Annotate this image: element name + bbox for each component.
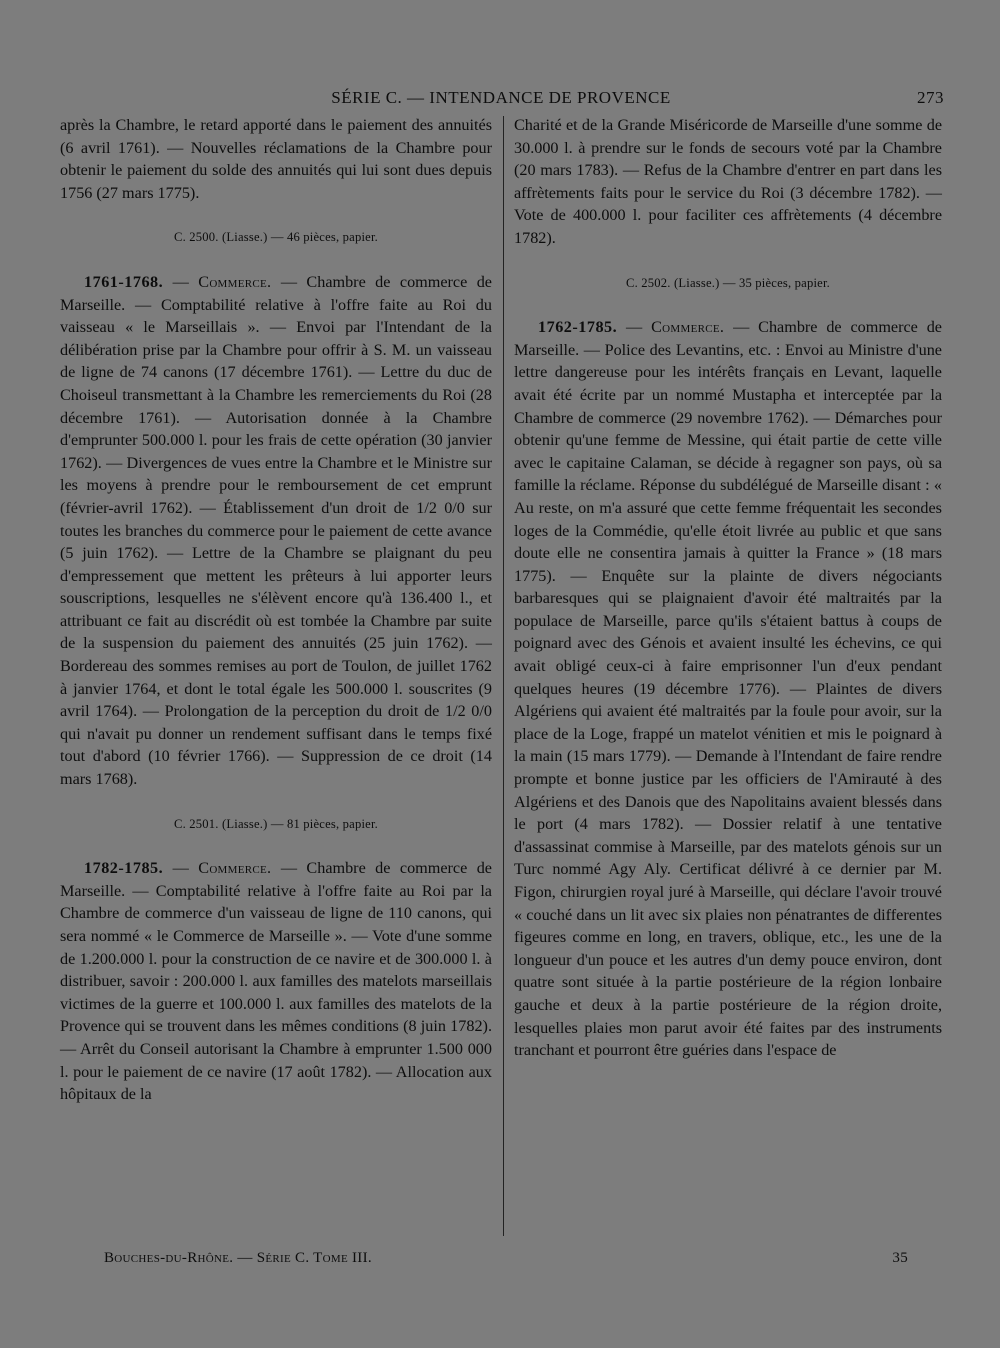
continuation-text: Charité et de la Grande Miséricorde de Marseille d'une somme de 30.000 l. à prendre sur le fonds de secours voté par la Chambre (20 mars 1783). — Refus de la Chambre d'entrer en part dans les affrètements faits pour le service du Roi (3 décembre 1782). — Vote de 400.000 l. pour faciliter ces affrètements (4 décembre 1782). [514, 116, 942, 247]
entry-text: — Chambre de commerce de Marseille. — Comptabilité relative à l'offre faite au Roi du vaisseau « le Marseillais ». — Envoi par l'Intendant de la délibération prise par la Chambre pour offrir à S. M. un vaisseau de ligne de 74 canons (17 décembre 1761). — Lettre du duc de Choiseul transmettant à la Chambre les remerciements du Roi (28 décembre 1761). — Autorisation donnée à la Chambre d'emprunter 500.000 l. pour les frais de cette opération (30 janvier 1762). — Divergences de vues entre la Chambre et le Ministre sur les moyens à prendre pour le remboursement de cet emprunt (février-avril 1762). — Établissement d'un droit de 1/2 0/0 sur toutes les branches du commerce pour le paiement de cette avance (5 juin 1762). — Lettre de la Chambre se plaignant du peu d'empressement que mettent les prêteurs à lui apporter leurs souscriptions, lesquelles ne s'élèvent encore qu'à 136.400 l., et attribuant ce fait au discrédit où est tombée la Chambre par suite de la suspension du paiement des annuités (25 juin 1762). — Bordereau des sommes remises au port de Toulon, de juillet 1762 à janvier 1764, et dont le total égale les 500.000 l. souscrites (9 avril 1764). — Prolongation de la perception du droit de 1/2 0/0 qui n'avait pu donner un rendement suffisant dans le temps fixé tout d'abord (10 février 1766). — Suppression de ce droit (14 mars 1768). [60, 272, 492, 789]
entry-date: 1762-1785. [538, 318, 618, 337]
inventory-entry: 1782-1785. — Commerce. — Chambre de commerce de Marseille. — Comptabilité relative à l'offre faite au Roi par la Chambre de commerce d'un vaisseau de ligne de 110 canons, qui sera nommé « le Commerce de Marseille ». — Vote d'une somme de 1.200.000 l. pour la construction de ce navire et de 300.000 l. à distribuer, savoir : 200.000 l. aux familles des matelots marseillais victimes de la guerre et 100.000 l. aux familles des matelots de la Provence qui se trouvent dans les mêmes conditions (8 juin 1782). — Arrêt du Conseil autorisant la Chambre à emprunter 1.500 000 l. pour le paiement de ce navire (17 août 1782). — Allocation aux hôpitaux de la [60, 859, 492, 1104]
column-divider [503, 116, 504, 1236]
entry-category: Commerce. [198, 859, 272, 878]
entry-date: 1761-1768. [84, 272, 164, 291]
entry-category: Commerce. [198, 272, 272, 291]
entry-text: — Chambre de commerce de Marseille. — Police des Levantins, etc. : Envoi au Ministre d'une lettre dangereuse pour les intérêts français en Levant, laquelle avait été écrite par un nommé Mustapha et interceptée par la Chambre de commerce (29 novembre 1762). — Démarches pour obtenir qu'une femme de Messine, qui était partie de cette ville avec le capitaine Calaman, se décide à regagner son pays, où sa famille la réclame. Réponse du subdélégué de Marseille disant : « Au reste, on m'a assuré que cette femme fréquentait les secondes loges de la Commédie, qu'elle étoit livrée au public et que sans doute elle ne consentira jamais à quitter la France » (18 mars 1775). — Enquête sur la plainte de divers négociants barbaresques qui se plaignaient d'avoir été maltraités par la populace de Marseille, parce qu'ils s'étaient battus à coups de poignard avec des Génois et avaient insulté les échevins, ce qui avait obligé ceux-ci à faire emprisonner l'un d'eux pendant quelques heures (19 décembre 1776). — Plaintes de divers Algériens qui avaient été maltraités par la foule pour avoir, sur la place de la Loge, frappé un matelot vénitien et mis le poignard à la main (15 mars 1779). — Demande à l'Intendant de faire rendre prompte et bonne justice par les officiers de l'Amirauté à des Algériens et des Danois que des Napolitains avaient blessés dans le port (4 mars 1782). — Dossier relatif à une tentative d'assassinat commise à Marseille, par des matelots génois sur un Turc nommé Agy Aly. Certificat délivré à ce dernier par M. Figon, chirurgien royal juré à Marseille, qui déclare l'avoir trouvé « couché dans un lit avec six plaies non pénatrantes de differentes figeures comme en long, en travers, oblique, etc., les une de la longueur d'un pouce et les autres d'un demy pouce environ, dont quatre sont située à la partie postérieure de la région lonbaire gauche et deux à la partie postérieure de la région droite, lesquelles plaies mon parut avoir été faites par des instruments tranchant et pourront être guéries dans l'espace de [514, 318, 942, 1060]
inventory-entry: 1762-1785. — Commerce. — Chambre de commerce de Marseille. — Police des Levantins, etc. : Envoi au Ministre d'une lettre dangereuse pour les intérêts français en Levant, laquelle avait été écrite par un nommé Mustapha et interceptée par la Chambre de commerce (29 novembre 1762). — Démarches pour obtenir qu'une femme de Messine, qui était partie de cette ville avec le capitaine Calaman, se décide à regagner son pays, où sa famille la réclame. Réponse du subdélégué de Marseille disant : « Au reste, on m'a assuré que cette femme fréquentait les secondes loges de la Commédie, qu'elle étoit livrée au public et que sans doute elle ne consentira jamais à quitter la France » (18 mars 1775). — Enquête sur la plainte de divers négociants barbaresques qui se plaignaient d'avoir été maltraités par la populace de Marseille, parce qu'ils s'étaient battus à coups de poignard avec des Génois et avaient insulté les échevins, ce qui avait obligé ceux-ci à faire emprisonner l'un d'eux pendant quelques heures (19 décembre 1776). — Plaintes de divers Algériens qui avaient été maltraités par la foule pour avoir, sur la place de la Loge, frappé un matelot vénitien et mis le poignard à la main (15 mars 1779). — Demande à l'Intendant de faire rendre prompte et bonne justice par les officiers de l'Amirauté à des Algériens et des Danois que des Napolitains avaient blessés dans le port (4 mars 1782). — Dossier relatif à une tentative d'assassinat commise à Marseille, par des matelots génois sur un Turc nommé Agy Aly. Certificat délivré à ce dernier par M. Figon, chirurgien royal juré à Marseille, qui déclare l'avoir trouvé « couché dans un lit avec six plaies non pénatrantes de differentes figeures comme en long, en travers, oblique, etc., les une de la longueur d'un pouce et les autres d'un demy pouce environ, dont quatre sont située à la partie postérieure de la région lonbaire gauche et deux à la partie postérieure de la région droite, lesquelles plaies mon parut avoir été faites par des instruments tranchant et pourront être guéries dans l'espace de [514, 318, 942, 1060]
footer-signature-number: 35 [892, 1250, 908, 1266]
item-cote: C. 2501. (Liasse.) — 81 pièces, papier. [173, 816, 378, 831]
entry-text: — Chambre de commerce de Marseille. — Comptabilité relative à l'offre faite au Roi par la Chambre de commerce d'un vaisseau de ligne de 110 canons, qui sera nommé « le Commerce de Marseille ». — Vote d'une somme de 1.200.000 l. pour la construction de ce navire et de 300.000 l. à distribuer, savoir : 200.000 l. aux familles des matelots marseillais victimes de la guerre et 100.000 l. aux familles des matelots de la Provence qui se trouvent dans les mêmes conditions (8 juin 1782). — Arrêt du Conseil autorisant la Chambre à emprunter 1.500 000 l. pour le paiement de ce navire (17 août 1782). — Allocation aux hôpitaux de la [60, 859, 492, 1104]
inventory-entry: 1761-1768. — Commerce. — Chambre de commerce de Marseille. — Comptabilité relative à l'offre faite au Roi du vaisseau « le Marseillais ». — Envoi par l'Intendant de la délibération prise par la Chambre pour offrir à S. M. un vaisseau de ligne de 74 canons (17 décembre 1761). — Lettre du duc de Choiseul transmettant à la Chambre les remerciements du Roi (28 décembre 1761). — Autorisation donnée à la Chambre d'emprunter 500.000 l. pour les frais de cette opération (30 janvier 1762). — Divergences de vues entre la Chambre et le Ministre sur les moyens à prendre pour le remboursement de cet emprunt (février-avril 1762). — Établissement d'un droit de 1/2 0/0 sur toutes les branches du commerce pour le paiement de cette avance (5 juin 1762). — Lettre de la Chambre se plaignant du peu d'empressement que mettent les prêteurs à lui apporter leurs souscriptions, lesquelles ne s'élèvent encore qu'à 136.400 l., et attribuant ce fait au discrédit où est tombée la Chambre par suite de la suspension du paiement des annuités (25 juin 1762). — Bordereau des sommes remises au port de Toulon, de juillet 1762 à janvier 1764, et dont le total égale les 500.000 l. souscrites (9 avril 1764). — Prolongation de la perception du droit de 1/2 0/0 qui n'avait pu donner un rendement suffisant dans le temps fixé tout d'abord (10 février 1766). — Suppression de ce droit (14 mars 1768). [60, 272, 492, 789]
right-column [514, 114, 942, 1062]
continuation-text: après la Chambre, le retard apporté dans le paiement des annuités (6 avril 1761). — Nouvelles réclamations de la Chambre pour obtenir le paiement du solde des annuités qui lui sont dues depuis 1756 (27 mars 1775). [60, 116, 492, 202]
item-cote: C. 2500. (Liasse.) — 46 pièces, papier. [173, 230, 378, 245]
item-cote: C. 2502. (Liasse.) — 35 pièces, papier. [625, 275, 830, 290]
running-header [58, 86, 944, 112]
entry-category: Commerce. [651, 318, 725, 337]
footer-source: Bouches-du-Rhône. — Série C. Tome III. [104, 1250, 372, 1266]
entry-date: 1782-1785. [84, 859, 164, 878]
header-title: SÉRIE C. — INTENDANCE DE PROVENCE [331, 88, 671, 107]
page-number: 273 [917, 88, 944, 107]
left-column [60, 114, 492, 1106]
page-footer [104, 1250, 908, 1267]
